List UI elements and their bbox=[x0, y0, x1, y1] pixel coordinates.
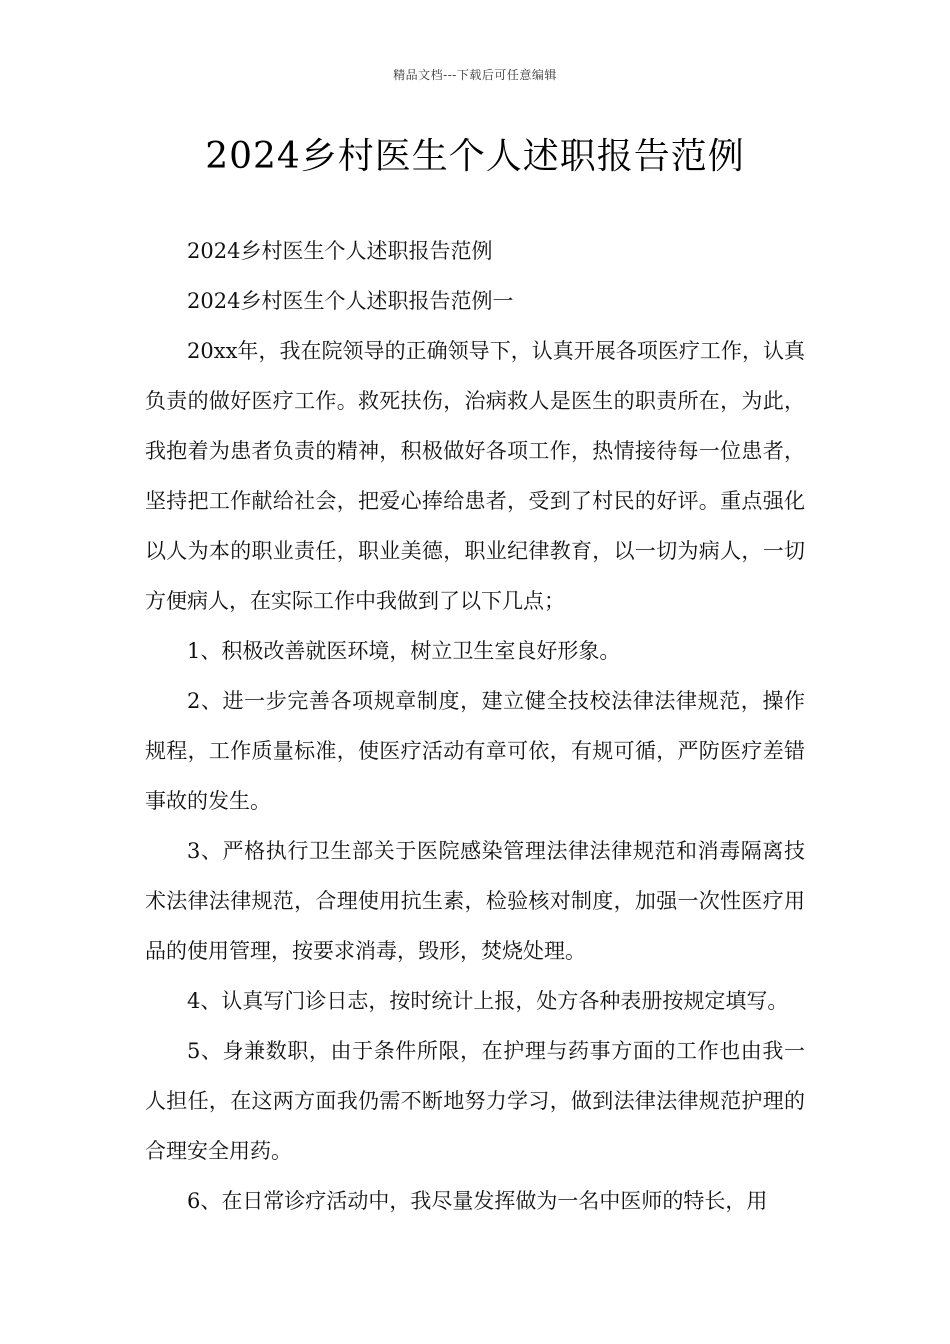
paragraph-subtitle-1: 2024乡村医生个人述职报告范例一 bbox=[187, 289, 514, 313]
document-title: 2024乡村医生个人述职报告范例 bbox=[205, 136, 745, 177]
paragraph-item-3: 3、严格执行卫生部关于医院感染管理法律法律规范和消毒隔离技术法律法律规范，合理使用抗生素，检验核对制度，加强一次性医疗用品的使用管理，按要求消毒，毁形，焚烧处理。 bbox=[145, 839, 805, 963]
header-note: 精品文档---下载后可任意编辑 bbox=[393, 68, 557, 82]
paragraph-item-2: 2、进一步完善各项规章制度，建立健全技校法律法律规范，操作规程，工作质量标准，使医疗活动有章可依，有规可循，严防医疗差错事故的发生。 bbox=[145, 689, 805, 813]
paragraph-item-1: 1、积极改善就医环境，树立卫生室良好形象。 bbox=[187, 639, 621, 663]
document-body bbox=[145, 226, 805, 1226]
paragraph-item-4: 4、认真写门诊日志，按时统计上报，处方各种表册按规定填写。 bbox=[187, 989, 789, 1013]
paragraph-subtitle: 2024乡村医生个人述职报告范例 bbox=[187, 239, 493, 263]
paragraph-intro: 20xx年，我在院领导的正确领导下，认真开展各项医疗工作，认真负责的做好医疗工作。救死扶伤，治病救人是医生的职责所在，为此，我抱着为患者负责的精神，积极做好各项工作，热情接待每一位患者，坚持把工作献给社会，把爱心捧给患者，受到了村民的好评。重点强化以人为本的职业责任，职业美德，职业纪律教育，以一切为病人，一切方便病人，在实际工作中我做到了以下几点； bbox=[145, 339, 805, 613]
paragraph-item-5: 5、身兼数职，由于条件所限，在护理与药事方面的工作也由我一人担任，在这两方面我仍需不断地努力学习，做到法律法律规范护理的合理安全用药。 bbox=[145, 1039, 805, 1163]
paragraph-item-6: 6、在日常诊疗活动中，我尽量发挥做为一名中医师的特长，用 bbox=[187, 1189, 768, 1213]
